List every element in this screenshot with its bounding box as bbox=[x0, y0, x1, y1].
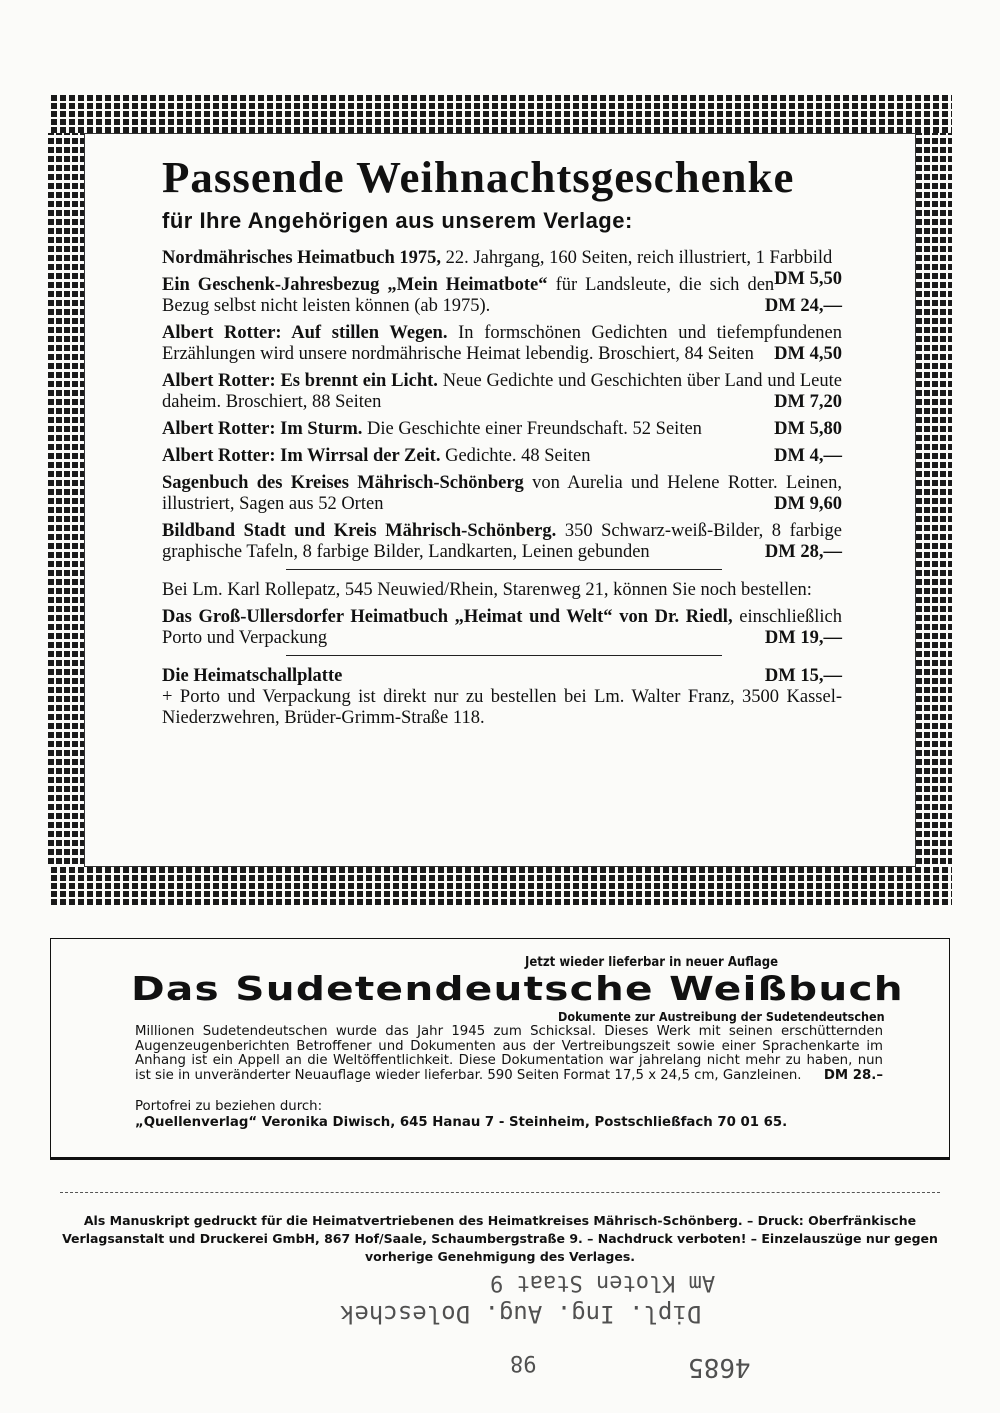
item-title: Albert Rotter: Es brennt ein Licht. bbox=[162, 371, 438, 391]
item-price: DM 15,— bbox=[764, 666, 842, 686]
item-text: 350 Schwarz-weiß-Bilder, 8 farbige graphische Tafeln, 8 farbige Bilder, Landkarten, Leinen gebunden bbox=[162, 521, 842, 562]
item-price: DM 19,— bbox=[764, 628, 842, 648]
catalog-item bbox=[162, 473, 842, 515]
imprint-footer: Als Manuskript gedruckt für die Heimatvertriebenen des Heimatkreises Mährisch-Schönberg. – Druck: Oberfränkische Verlagsanstalt und Druckerei GmbH, 867 Hof/Saale, Schaumbergstraße 9. – Nachdruck verboten! – Einzelauszüge nur gegen vorherige Genehmigung des Verlages. bbox=[62, 1213, 938, 1264]
item-text: Die Geschichte einer Freundschaft. 52 Seiten bbox=[362, 419, 702, 439]
catalog-subheading: für Ihre Angehörigen aus unserem Verlage: bbox=[162, 208, 633, 233]
catalog-item bbox=[162, 419, 842, 440]
stamp-line: Dipl. Ing. Aug. Doleschek bbox=[340, 1300, 702, 1328]
item-price: DM 9,60 bbox=[774, 494, 842, 514]
footer-divider bbox=[60, 1192, 940, 1193]
ad-order-label: Portofrei zu beziehen durch: bbox=[135, 1099, 323, 1114]
ad-order bbox=[135, 1099, 895, 1131]
catalog-content bbox=[162, 128, 842, 735]
ad-address: „Quellenverlag“ Veronika Diwisch, 645 Hanau 7 - Steinheim, Postschließfach 70 01 65. bbox=[135, 1115, 788, 1130]
ad-title: Das Sudetendeutsche Weißbuch bbox=[131, 969, 904, 1008]
item-text: einschließlich Porto und Verpackung bbox=[162, 607, 842, 648]
item-title: Albert Rotter: Auf stillen Wegen. bbox=[162, 323, 448, 343]
stamp-line: 4685 bbox=[688, 1352, 751, 1382]
item-text: In formschönen Gedichten und tiefempfundenen Erzählungen wird unsere nordmährische Heimat lebendig. Broschiert, 84 Seiten bbox=[162, 323, 843, 364]
item-title: Albert Rotter: Im Sturm. bbox=[162, 419, 363, 439]
item-text: von Aurelia und Helene Rotter. Leinen, illustriert, Sagen aus 52 Orten bbox=[162, 473, 843, 514]
stamp-line: 98 bbox=[510, 1350, 537, 1375]
ad-price: DM 28.– bbox=[823, 1067, 883, 1083]
divider bbox=[286, 655, 722, 656]
item-price: DM 4,— bbox=[774, 446, 842, 466]
item-title: Das Groß-Ullersdorfer Heimatbuch „Heimat und Welt“ von Dr. Riedl, bbox=[162, 607, 733, 627]
item-text: + Porto und Verpackung ist direkt nur zu bestellen bei Lm. Walter Franz, 3500 Kassel-Niederzwehren, Brüder-Grimm-Straße 118. bbox=[162, 687, 842, 728]
item-title: Sagenbuch des Kreises Mährisch-Schönberg bbox=[162, 473, 524, 493]
ornament-border-bottom bbox=[48, 867, 952, 905]
item-text: Neue Gedichte und Geschichten über Land und Leute daheim. Broschiert, 88 Seiten bbox=[162, 371, 842, 412]
item-title: Nordmährisches Heimatbuch 1975, bbox=[162, 248, 442, 268]
item-price: DM 7,20 bbox=[774, 392, 842, 412]
catalog-item bbox=[162, 666, 842, 729]
item-title: Albert Rotter: Im Wirrsal der Zeit. bbox=[162, 446, 441, 466]
item-title: Die Heimatschallplatte bbox=[162, 666, 343, 686]
catalog-item bbox=[162, 323, 842, 365]
catalog-item bbox=[162, 521, 842, 563]
ad-body-text: Millionen Sudetendeutschen wurde das Jahr 1945 zum Schicksal. Dieses Werk mit seinen erschütternden Augenzeugenberichten Betroffener und Dokumenten aus der Vertreibungszeit sowie einer Sprachenkarte im Anhang ist ein Appell an die Weltöffentlichkeit. Diese Dokumentation war jahrelang nicht mehr zu haben, nun ist sie in unveränderter Neuauflage wieder lieferbar. 590 Seiten Format 17,5 x 24,5 cm, Ganzleinen. bbox=[135, 1024, 883, 1083]
divider bbox=[286, 569, 722, 570]
catalog-item bbox=[162, 607, 842, 649]
catalog-heading: Passende Weihnachtsgeschenke bbox=[162, 153, 795, 202]
order-note: Bei Lm. Karl Rollepatz, 545 Neuwied/Rhein, Starenweg 21, können Sie noch bestellen: bbox=[162, 580, 812, 600]
item-price: DM 24,— bbox=[764, 296, 842, 316]
address-stamp bbox=[340, 1270, 800, 1390]
ad-subtitle: Dokumente zur Austreibung der Sudetendeutschen bbox=[558, 1009, 885, 1024]
weissbuch-advertisement bbox=[50, 938, 950, 1160]
ad-kicker: Jetzt wieder lieferbar in neuer Auflage bbox=[525, 955, 779, 970]
catalog-item bbox=[162, 446, 842, 467]
ad-body bbox=[135, 1025, 883, 1083]
item-price: DM 4,50 bbox=[774, 344, 842, 364]
item-text: Gedichte. 48 Seiten bbox=[440, 446, 591, 466]
stamp-line: Am Kloten Staat 9 bbox=[490, 1270, 716, 1295]
catalog-item bbox=[162, 371, 842, 413]
item-title: Bildband Stadt und Kreis Mährisch-Schönberg. bbox=[162, 521, 557, 541]
item-title: Ein Geschenk-Jahresbezug „Mein Heimatbote“ bbox=[162, 275, 548, 295]
ornament-border-right bbox=[916, 133, 952, 867]
item-text: 22. Jahrgang, 160 Seiten, reich illustriert, 1 Farbbild bbox=[441, 248, 833, 268]
catalog-item bbox=[162, 275, 842, 317]
item-price: DM 28,— bbox=[764, 542, 842, 562]
item-price: DM 5,50 bbox=[774, 269, 842, 289]
item-text: für Landsleute, die sich den Bezug selbst nicht leisten können (ab 1975). bbox=[162, 275, 775, 316]
item-price: DM 5,80 bbox=[774, 419, 842, 439]
ornament-border-left bbox=[48, 133, 84, 867]
